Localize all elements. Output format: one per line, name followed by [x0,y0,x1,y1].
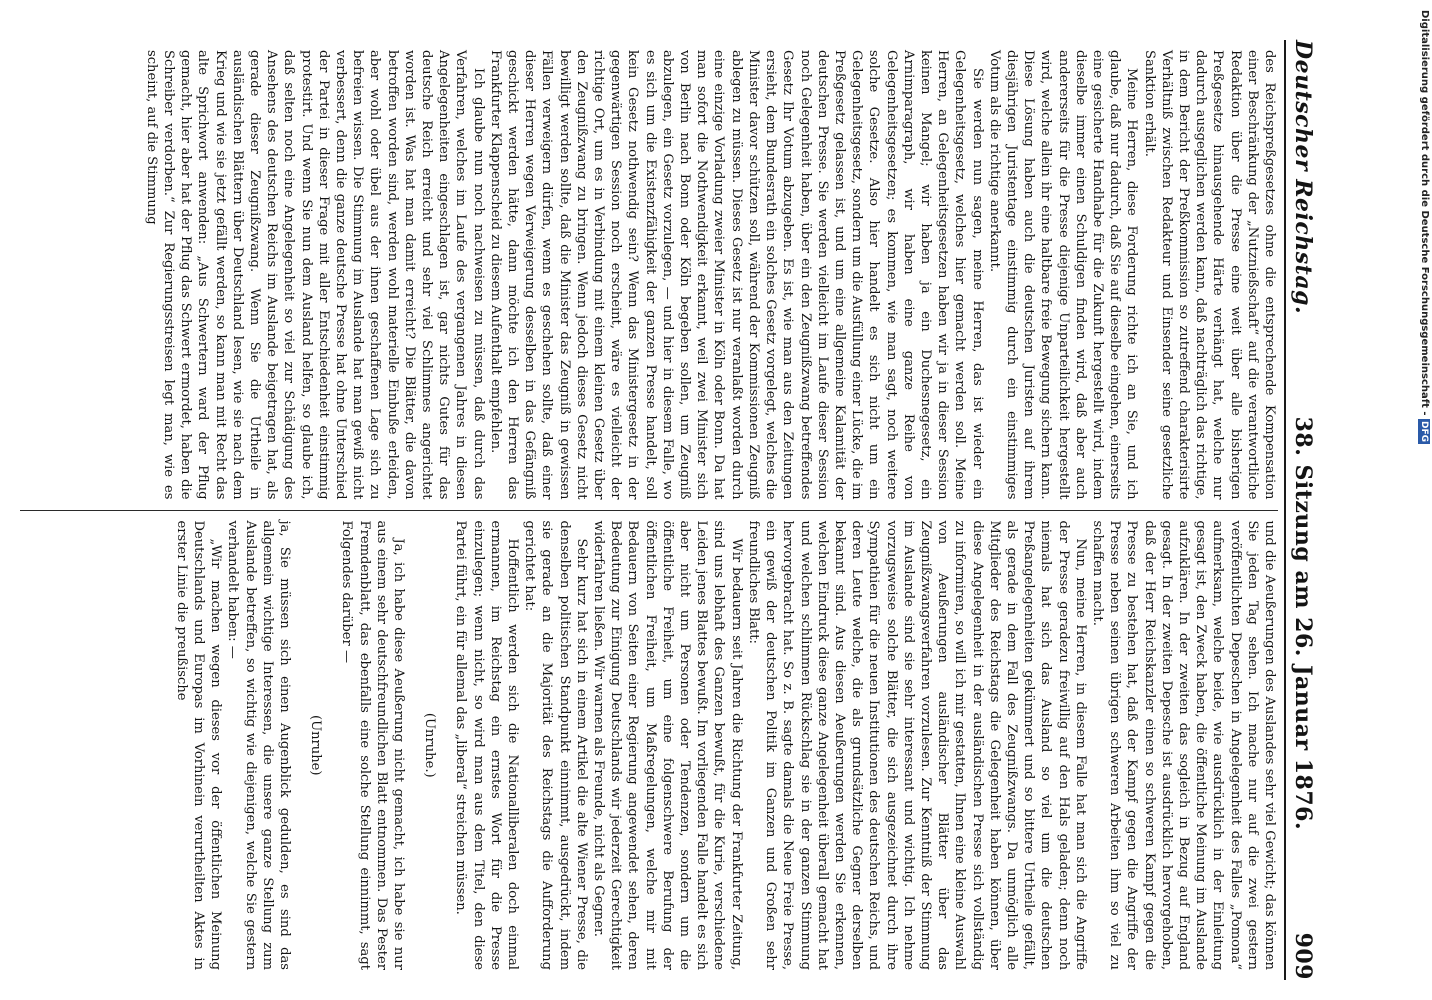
digitization-note [1414,10,1430,770]
paragraph: Sie werden nun sagen, meine Herren, das ist wieder ein Gelegenheitsgesetz, welches hier gemacht werden soll. Meine Herren, an Gelegenheitsgesetzen haben wir ja in dieser Session keinen Mangel; wir haben ja ein Duchesnegesetz, ein Arnimparagraph, wir haben eine ganze Reihe von Gelegenheitsgesetzen; es kommen, wie man sagt, noch weitere solche Gesetze. Also hier handelt es sich nicht um ein Gelegenheitsgesetz, sondern um die Ausfüllung einer Lücke, die im Preßgesetz gelassen ist, und um eine allgemeine Kalamität der deutschen Presse. Sie werden vielleicht im Laufe dieser Session noch Gelegenheit haben, über ein den Zeugnißzwang betreffendes Gesetz Ihr Votum abzugeben. Es ist, wie man aus den Zeitungen ersieht, dem Bundesrath ein solches Gesetz vorgelegt, welches die Minister davor schützen soll, während der Kommissionen Zeugniß ablegen zu müssen. Dieses Gesetz ist nur veranlaßt worden durch eine einzige Vorladung zweier Minister in Köln oder Bonn. Da hat man sofort die Nothwendigkeit erkannt, weil zwei Minister sich von Berlin nach Bonn oder Köln begeben sollen, um Zeugniß abzulegen, ein Gesetz vorzulegen, — und hier in diesem Falle, wo es sich um die Existenzfähigkeit der ganzen Presse handelt, soll kein Gesetz nothwendig sein? Wenn das Ministergesetz in der gegenwärtigen Session noch erscheint, wäre es vielleicht der richtige Ort, um es in Verbindung mit einem kleinen Gesetz über den Zeugnißzwang zu bringen. Wenn jedoch dieses Gesetz nicht bewilligt werden sollte, daß die Minister das Zeugniß in gewissen Fällen verweigern dürfen, wenn es geschehen sollte, daß einer dieser Herren wegen Verweigerung desselben in das Gefängniß geschickt werden hätte, dann möchte ich den Herren das Frankfurter Klappenscheid zu diesem Aufenthalt empfehlen. [487,50,985,500]
digitization-text: Digitalisierung gefördert durch die Deutsche Forschungsgemeinschaft - [1419,10,1430,416]
paragraph: Ja, ich habe diese Aeußerung nicht gemacht, ich habe sie nur aus einem sehr deutschfreundlichen Blatt entnommen. Das Pester Fremdenblatt, das ebenfalls eine solche Stellung einnimmt, sagt Folgendes darüber — [339,520,407,970]
paragraph: Meine Herren, diese Forderung richte ich an Sie, und ich glaube, daß nur dadurch, daß Sie auf dieselbe eingehen, einerseits eine gesicherte Handhabe für die Zukunft hergestellt wird, indem dieselbe immer einen Schuldigen finden wird, daß aber auch andererseits für die Presse diejenige Unparteilichkeit hergestellt wird, welche allein ihr eine haltbare freie Bewegung sichern kann. Diese Lösung haben auch die deutschen Juristen auf ihrem diesjährigen Juristentage einstimmig durch ein einstimmiges Votum als die richtige anerkannt. [986,50,1140,500]
interjection: (Unruhe) [308,714,324,776]
page-header [1284,40,1330,980]
margin-strip [1412,0,1432,1000]
dfg-logo: DFG [1419,421,1429,443]
column-left [20,40,1278,510]
publication-title: Deutscher Reichstag. [1290,40,1316,315]
paragraph: Sehr kurz hat sich in einem Artikel die alte Wiener Presse, die denselben politischen Standpunkt einnimmt, ausgedrückt, indem sie gerade an die Majorität des Reichstags die Aufforderung gerichtet hat: [522,520,589,970]
session-title: 38. Sitzung am 26. Januar 1876. [1290,416,1316,831]
quoted-paragraph: „Wir machen wegen dieses vor der öffentlichen Meinung Deutschlands und Europas im Vorhinein verurtheilten Aktes in erster Linie die preußische [173,520,224,970]
paragraph: und die Aeußerungen des Auslandes sehr viel Gewicht; das können Sie jeden Tag sehen. Ich mache nur auf die zwei gestern veröffentlichten Depeschen in Angelegenheit des Falles „Pomona“ aufmerksam, welche beide, wie ausdrücklich in der Einleitung gesagt ist, den Zweck haben, die öffentliche Meinung im Auslande aufzuklären. In der zweiten das sogleich in Bezug auf England gesagt. In der zweiten Depesche ist ausdrücklich hervorgehoben, daß der Herr Reichskanzler einen so schweren Kampf gegen die Presse zu bestehen hat, daß der Kampf gegen die Angriffe der Presse neben seinen übrigen schweren Arbeiten ihm so viel zu schaffen macht. [1089,520,1277,970]
paragraph: Nun, meine Herren, in diesem Falle hat man sich die Angriffe der Presse geradezu freiwillig auf den Hals geladen; denn noch niemals hat sich das Ausland so viel um die deutschen Preßangelegenheiten gekümmert und so bittere Urtheile gefällt, als gerade in dem Fall des Zeugnißzwangs. Da unmöglich alle Mitglieder des Reichstags die Gelegenheit haben können, über diese Angelegenheit in der ausländischen Presse sich vollständig zu informiren, so will ich mir gestatten, Ihnen eine kleine Auswahl von Aeußerungen ausländischer Blätter über das Zeugnißzwangsverfahren vorzulesen. Zur Kenntniß der Stimmung im Auslande sind sie sehr interessant und wichtig. Ich nehme vorzugsweise solche Blätter, die sich ausgezeichnet durch ihre Sympathien für die neuen Institutionen des deutschen Reichs, und deren Leute welche, die als grundsätzliche Gegner derselben bekannt sind. Aus diesen Aeußerungen werden Sie erkennen, welchen Eindruck diese ganze Angelegenheit überall gemacht hat und welchen schlimmen Rückschlag sie in der ganzen Stimmung hervorgebracht hat. So z. B. sagte damals die Neue Freie Presse, ein gewiß der deutschen Politik im Ganzen und Großen sehr freundliches Blatt: [745,520,1088,970]
quoted-paragraph: Wir bedauern seit Jahren die Richtung der Frankfurter Zeitung, sind uns lebhaft des Ganzen bewußt, für die Kurie, verschiedene Leiden jenes Blattes bewußt. Im vorliegenden Falle handelt es sich aber nicht um Personen oder Tendenzen, sondern um die öffentliche Freiheit, um eine folgenschwere Berufung der öffentlichen Freiheit, um Maßregelungen, welche mir mit Bedauern von Seiten einer Regierung angewendet sehen, deren Bedeutung zur Einigung Deutschlands wir jederzeit Gerechtigkeit widerfahren ließen. Wir warnen als Freunde, nicht als Gegner. [591,520,744,970]
paragraph: Ich glaube nun noch nachweisen zu müssen, daß durch das Verfahren, welches im Laufe des vergangenen Jahres in diesen Angelegenheiten eingeschlagen ist, gar nichts Gutes für das deutsche Reich erreicht und sehr viel Schlimmes angerichtet worden ist. Was hat man damit erreicht? Die Blätter, die davon betroffen worden sind, werden wohl materielle Einbuße erleiden, aber wohl oder übel aus der ihnen geschaffenen Lage sich zu befreien wissen. Die Stimmung im Auslande hat man gewiß nicht verbessert, denn die ganze deutsche Presse hat ohne Unterschied der Partei in dieser Frage mit aller Entschiedenheit einstimmig protestirt. Und wenn Sie nun dem Ausland helfen, so glaube ich, daß selten noch eine Angelegenheit so viel zur Schädigung des Ansehens des deutschen Reichs im Auslande beigetragen hat, als gerade dieser Zeugnißzwang. Wenn Sie die Urtheile in ausländischen Blättern über Deutschland lesen, wie sie nach dem Krieg und wie sie jetzt gefällt werden, so kann man mit Recht das alte Sprichwort anwenden: „Aus Schwertern ward der Pflug gemacht, hier aber hat der Pflug das Schwert ermordet, haben die Schreiber verdorben.“ Zur Regierungsstreisen legt man, wie es scheint, auf die Stimmung [143,50,486,500]
page-number: 909 [1290,932,1316,980]
paragraph: ja, Sie müssen sich einen Augenblick gedulden, es sind das allgemein wichtige Interessen, die unsere ganze Stellung zum Auslande betreffen, so wichtig wie diejenigen, welche Sie gestern verhandelt haben: — [225,520,293,970]
column-right [20,510,1278,981]
interjection: (Unruhe.) [422,712,438,778]
text-columns [20,40,1278,980]
quoted-paragraph: Hoffentlich werden sich die Nationalliberalen doch einmal ermannen, im Reichstag ein ernstes Wort für die Presse einzulegen; wenn nicht, so wird man aus dem Titel, den diese Partei führt, ein für allemal das „liberal“ streichen müssen. [453,520,521,970]
paragraph: des Reichspreßgesetzes ohne die entsprechende Kompensation einer Beschränkung der „Nutznießschaft“ auf die verantwortliche Redaktion über die Presse eine weit über alle bisherigen Preßgesetze hinausgehende Härte verhängt hat, welche nur dadurch ausgeglichen werden kann, daß nachträglich das richtige, in dem Bericht der Preßkommission so zutreffend charakterisirte Verhältniß zwischen Redakteur und Einsender seine gesetzliche Sanktion erhält. [1141,50,1277,500]
